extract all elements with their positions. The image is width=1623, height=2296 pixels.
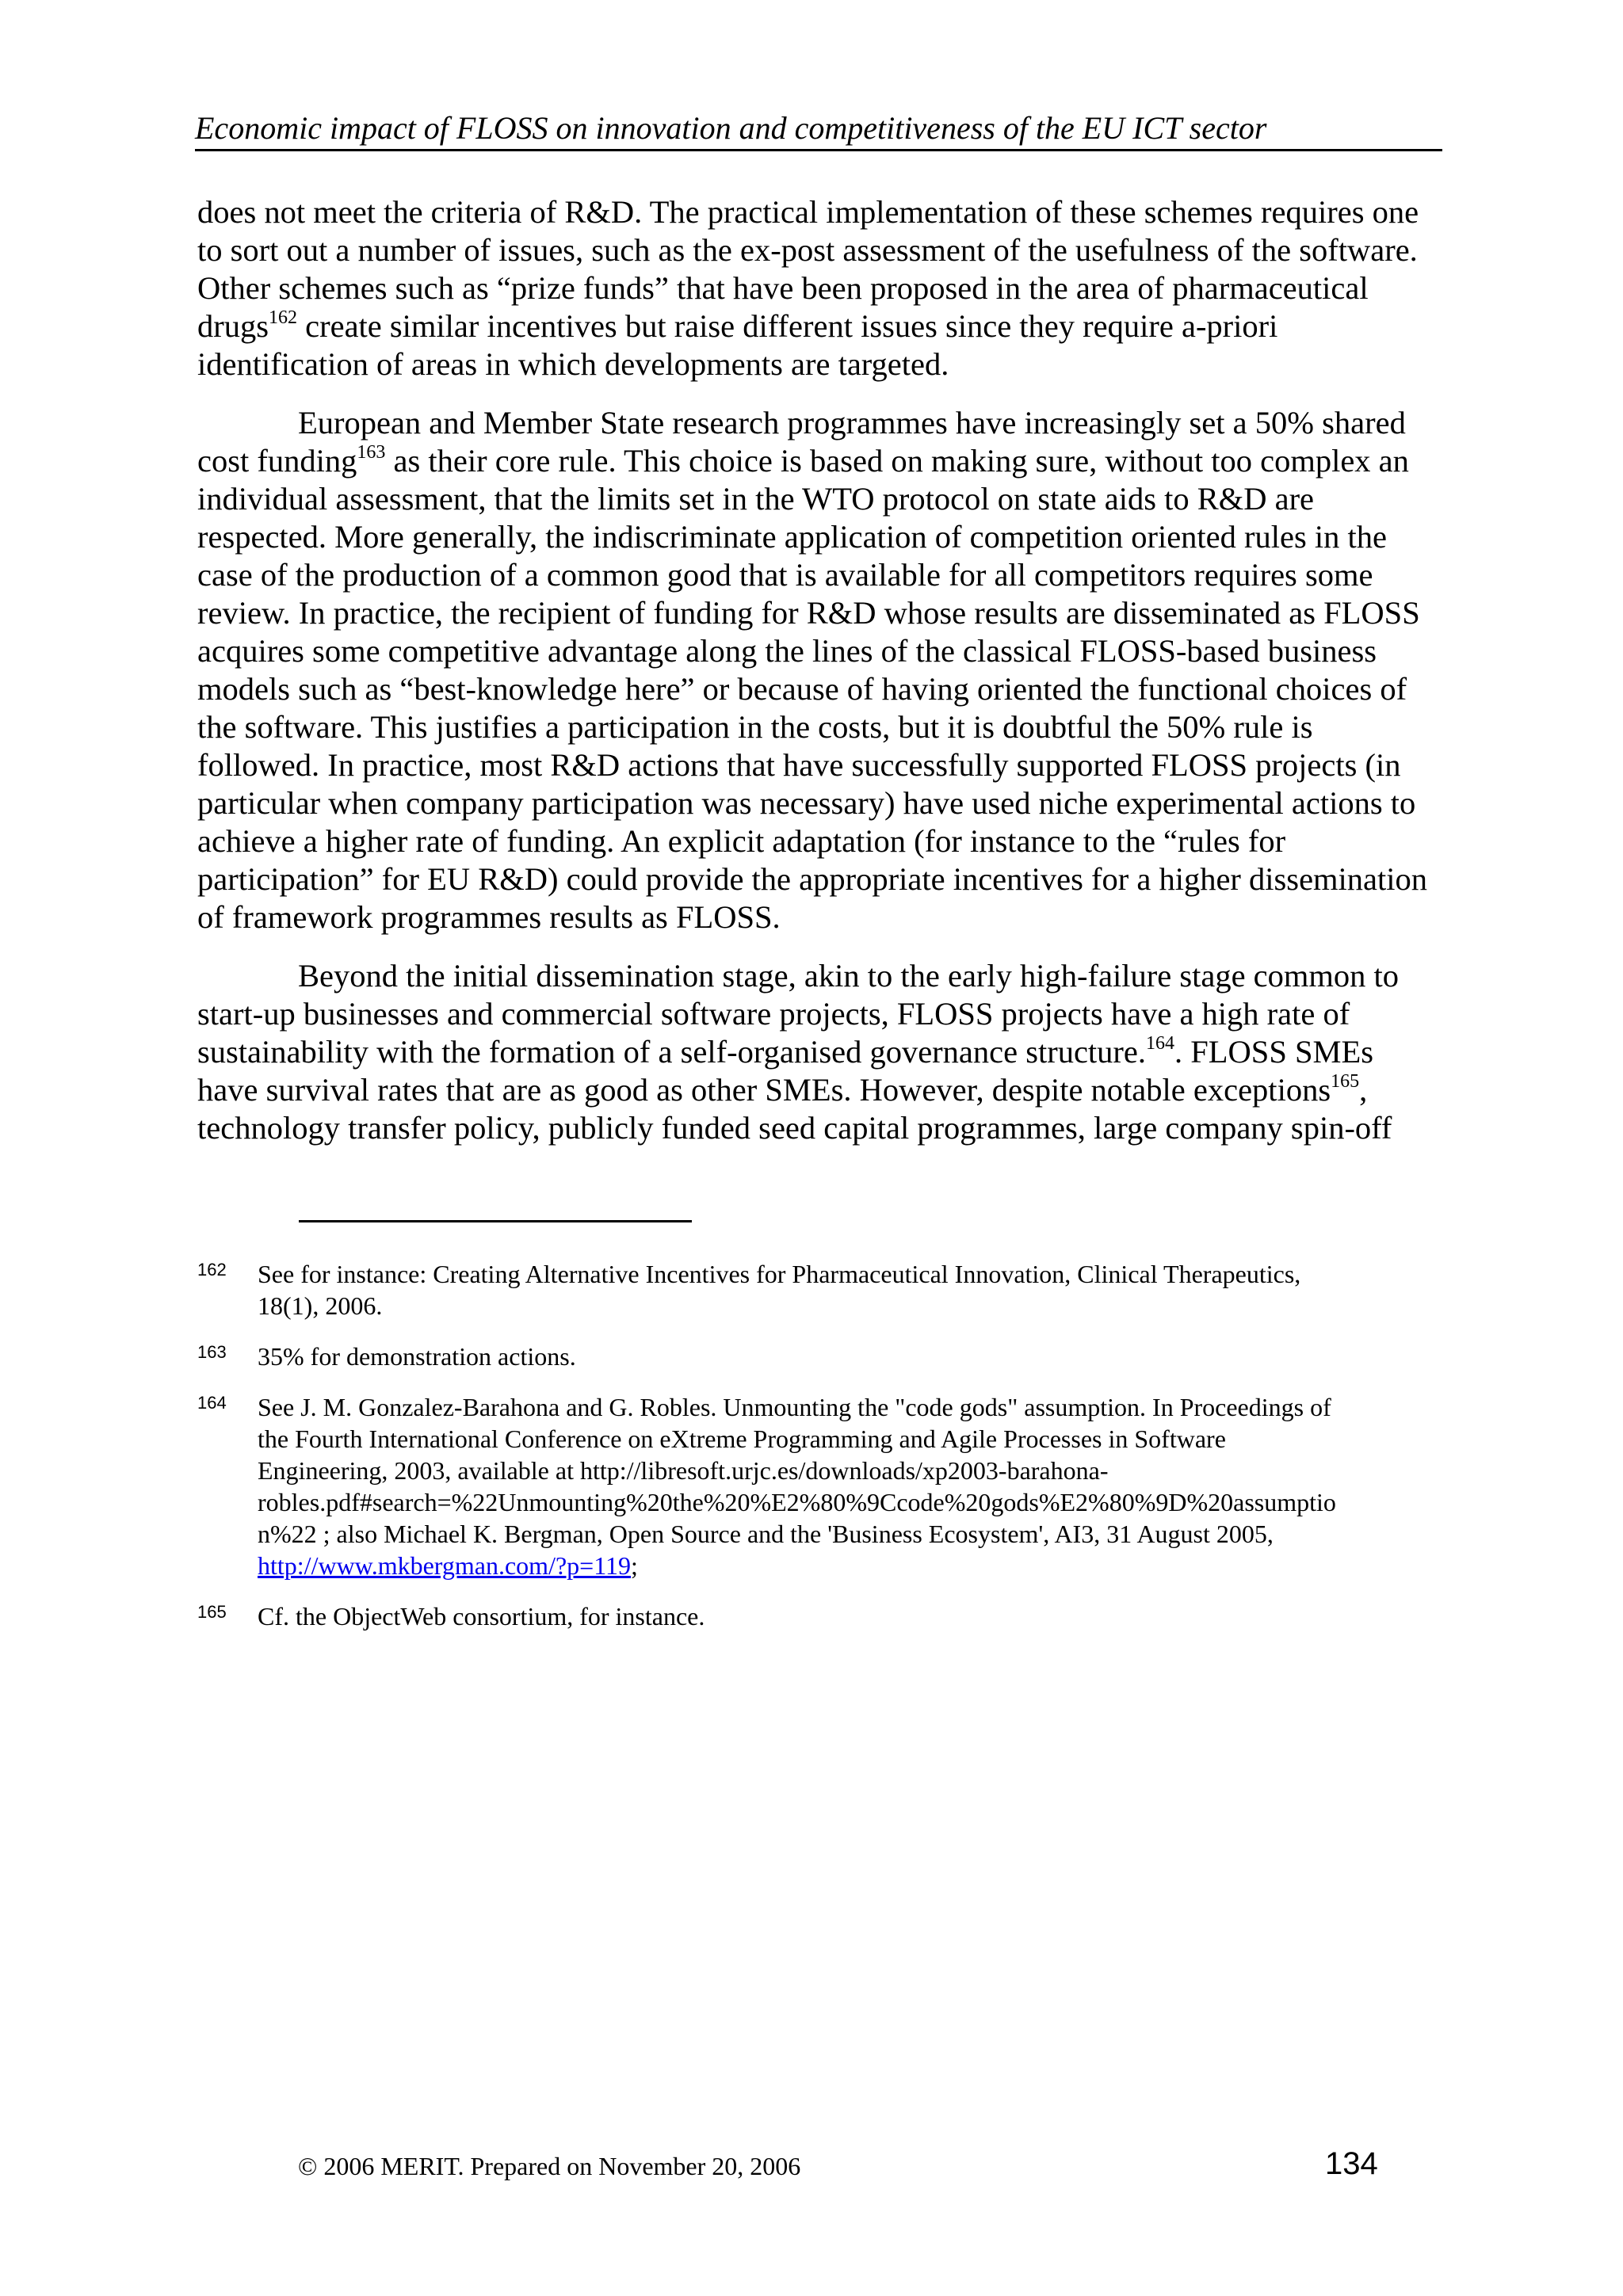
footnote-text: Cf. the ObjectWeb consortium, for instance.: [258, 1602, 705, 1630]
page-number: 134: [1325, 2146, 1378, 2181]
footnote-ref-162[interactable]: 162: [269, 307, 297, 328]
footnote-ref-163[interactable]: 163: [357, 442, 386, 463]
footer-copyright: © 2006 MERIT. Prepared on November 20, 2006: [298, 2152, 801, 2180]
footnote-ref-165[interactable]: 165: [1331, 1071, 1360, 1092]
footnote-number: 163: [197, 1342, 227, 1362]
bergman-link[interactable]: http://www.mkbergman.com/?p=119: [258, 1551, 632, 1580]
paragraph-3: Beyond the initial dissemination stage, akin to the early high-failure stage common to start-up businesses and commercial software projects, FLOSS projects have a high rate of sustainability with the formation of a self-organised governance structure.$^{164}$. FLOSS SMEs have survival rates that are as good as other SMEs. However, despite notable exceptions$^{165}$, technology transfer policy, publicly funded seed capital programmes, large company spin-off: [197, 958, 1400, 1146]
footnote-162: [197, 1258, 1442, 1322]
footnote-separator: [299, 1220, 692, 1222]
running-header-title: Economic impact of FLOSS on innovation and competitiveness of the EU ICT sector: [195, 110, 1267, 146]
footnote-text: See J. M. Gonzalez-Barahona and G. Robles. Unmounting the "code gods" assumption. In Proceedings of the Fourth International Conference on eXtreme Programming and Agile Processes in Software Engineering, 2003, available at http://libresoft.urjc.es/downloads/xp2003-barahona- robles.pdf#search=%22Unmounting%20the%20%E2%80%9Ccode%20gods%E2%80%9D%20assumptio n%22 ; also Michael K. Bergman, Open Source and the 'Business Ecosystem', AI3, 31 August 2005, http://www.mkbergman.com/?p=119;: [258, 1393, 1336, 1580]
footnotes: [197, 1258, 1442, 1651]
main-body: [197, 193, 1442, 1168]
footnote-165: [197, 1600, 1442, 1632]
running-header: [195, 108, 1442, 151]
footnote-164: [197, 1391, 1442, 1581]
paragraph-2: European and Member State research programmes have increasingly set a 50% shared cost funding$^{163}$ as their core rule. This choice is based on making sure, without too complex an individual assessment, that the limits set in the WTO protocol on state aids to R&D are respected. More generally, the indiscriminate application of competition oriented rules in the case of the production of a common good that is available for all competitors requires some review. In practice, the recipient of funding for R&D whose results are disseminated as FLOSS acquires some competitive advantage along the lines of the classical FLOSS-based business models such as “best-knowledge here” or because of having oriented the functional choices of the software. This justifies a participation in the costs, but it is doubtful the 50% rule is followed. In practice, most R&D actions that have successfully supported FLOSS projects (in particular when company participation was necessary) have used niche experimental actions to achieve a higher rate of funding. An explicit adaptation (for instance to the “rules for participation” for EU R&D) could provide the appropriate incentives for a higher dissemination of framework programmes results as FLOSS.: [197, 405, 1428, 935]
footnote-text: 35% for demonstration actions.: [258, 1342, 576, 1371]
footnote-number: 165: [197, 1602, 227, 1622]
footnote-number: 162: [197, 1260, 227, 1280]
footnote-number: 164: [197, 1393, 227, 1413]
footnote-text: See for instance: Creating Alternative Incentives for Pharmaceutical Innovation, Clinical Therapeutics, 18(1), 2006.: [258, 1260, 1301, 1320]
footnote-163: [197, 1341, 1442, 1372]
paragraph-1: does not meet the criteria of R&D. The practical implementation of these schemes requires one to sort out a number of issues, such as the ex-post assessment of the usefulness of the software. Other schemes such as “prize funds” that have been proposed in the area of pharmaceutical drugs$^{162}$ create similar incentives but raise different issues since they require a-priori identification of areas in which developments are targeted.: [197, 194, 1419, 382]
footnote-ref-164[interactable]: 164: [1146, 1033, 1175, 1054]
